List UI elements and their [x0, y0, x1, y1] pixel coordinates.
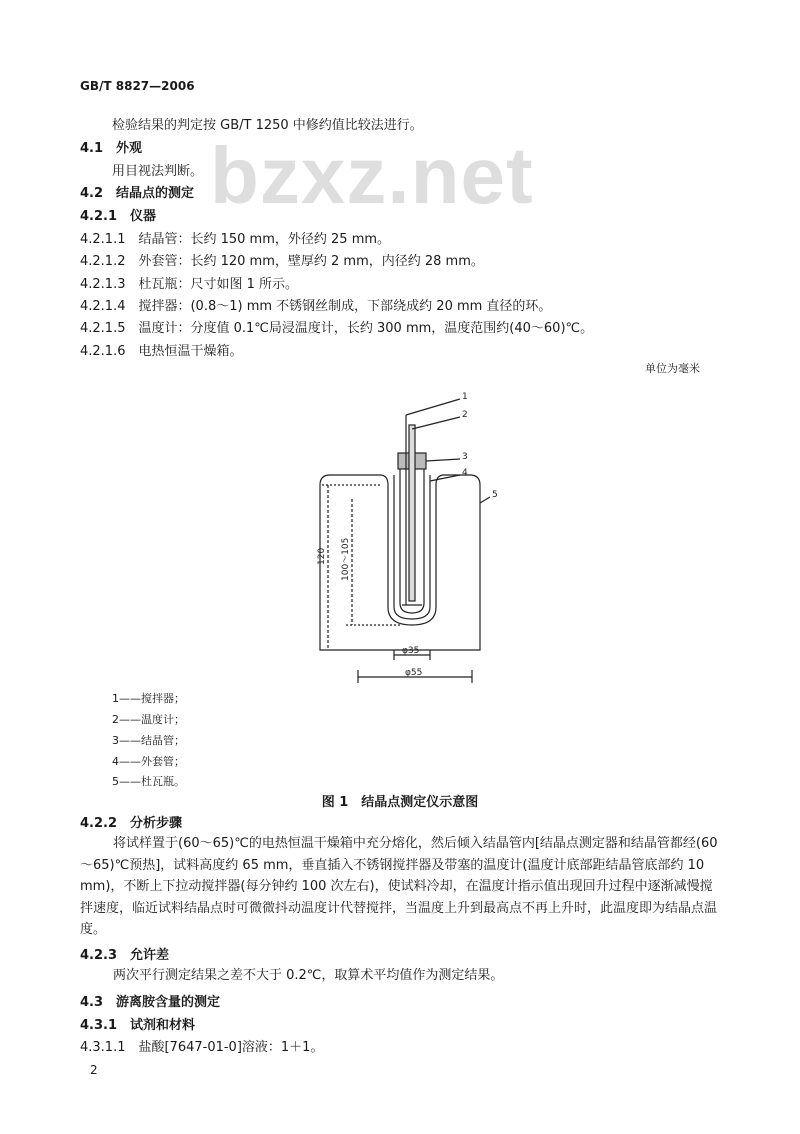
standard-header: GB/T 8827—2006 [80, 79, 195, 93]
section-heading: 4.3 游离胺含量的测定 [80, 995, 221, 1010]
section-heading: 4.1 外观 [80, 141, 143, 156]
text-line: 检验结果的判定按 GB/T 1250 中修约值比较法进行。 [112, 118, 423, 133]
paragraph: 将试样置于(60～65)℃的电热恒温干燥箱中充分熔化，然后倾入结晶管内[结晶点测定器和结晶管都经(60～65)℃预热]，试料高度约 65 mm，垂直插入不锈钢搅拌器及带塞的温度计(温度计底部距结晶管底部约 10 mm)，不断上下拉动搅拌器(每分钟约 100 次左右)，使试料冷却，在温度计指示值出现回升过程中逐渐减慢搅拌速度，临近试料结晶点时可微微抖动温度计代替搅拌，当温度上升到最高点不再上升时，此温度即为结晶点温度。 [80, 836, 718, 937]
text-line: 4.2.1.1 结晶管：长约 150 mm，外径约 25 mm。 [80, 232, 391, 247]
watermark: bzxz.net [210, 131, 534, 220]
figure-caption: 图 1 结晶点测定仪示意图 [321, 795, 479, 810]
section-heading: 4.2.3 允许差 [80, 948, 170, 963]
legend-item: 2——温度计； [112, 713, 185, 726]
callout-4: 4 [462, 468, 468, 478]
dimension-100-105: 100～105 [341, 537, 351, 581]
crystallization-apparatus-diagram [290, 385, 530, 685]
dimension-d55: φ55 [405, 668, 423, 678]
callout-2: 2 [462, 410, 468, 420]
dimension-120: 120 [317, 547, 327, 565]
legend-item: 3——结晶管； [112, 734, 185, 747]
text-line: 4.2.1.5 温度计：分度值 0.1℃局浸温度计，长约 300 mm，温度范围约(40～60)℃。 [80, 321, 594, 336]
thermometer [409, 425, 415, 601]
callout-3: 3 [462, 452, 468, 462]
legend-item: 5——杜瓦瓶。 [112, 775, 185, 788]
text-line: 用目视法判断。 [112, 164, 204, 179]
legend-item: 4——外套管； [112, 755, 185, 768]
section-heading: 4.3.1 试剂和材料 [80, 1018, 196, 1033]
unit-note: 单位为毫米 [645, 362, 700, 375]
text-line: 4.2.1.6 电热恒温干燥箱。 [80, 344, 243, 359]
text-line: 4.3.1.1 盐酸[7647-01-0]溶液：1＋1。 [80, 1040, 324, 1055]
text-line: 4.2.1.3 杜瓦瓶：尺寸如图 1 所示。 [80, 277, 299, 292]
text-line: 4.2.1.2 外套管：长约 120 mm，壁厚约 2 mm，内径约 28 mm。 [80, 254, 484, 269]
legend-item: 1——搅拌器； [112, 692, 185, 705]
text-line: 4.2.1.4 搅拌器：(0.8～1) mm 不锈钢丝制成，下部绕成约 20 mm 直径的环。 [80, 299, 552, 314]
page-number: 2 [90, 1063, 98, 1077]
paragraph: 两次平行测定结果之差不大于 0.2℃，取算术平均值作为测定结果。 [113, 968, 504, 983]
callout-5: 5 [492, 490, 498, 500]
dimension-d35: φ35 [402, 646, 420, 656]
section-heading: 4.2.2 分析步骤 [80, 816, 183, 831]
callout-1: 1 [462, 392, 468, 402]
section-heading: 4.2.1 仪器 [80, 209, 157, 224]
section-heading: 4.2 结晶点的测定 [80, 186, 195, 201]
